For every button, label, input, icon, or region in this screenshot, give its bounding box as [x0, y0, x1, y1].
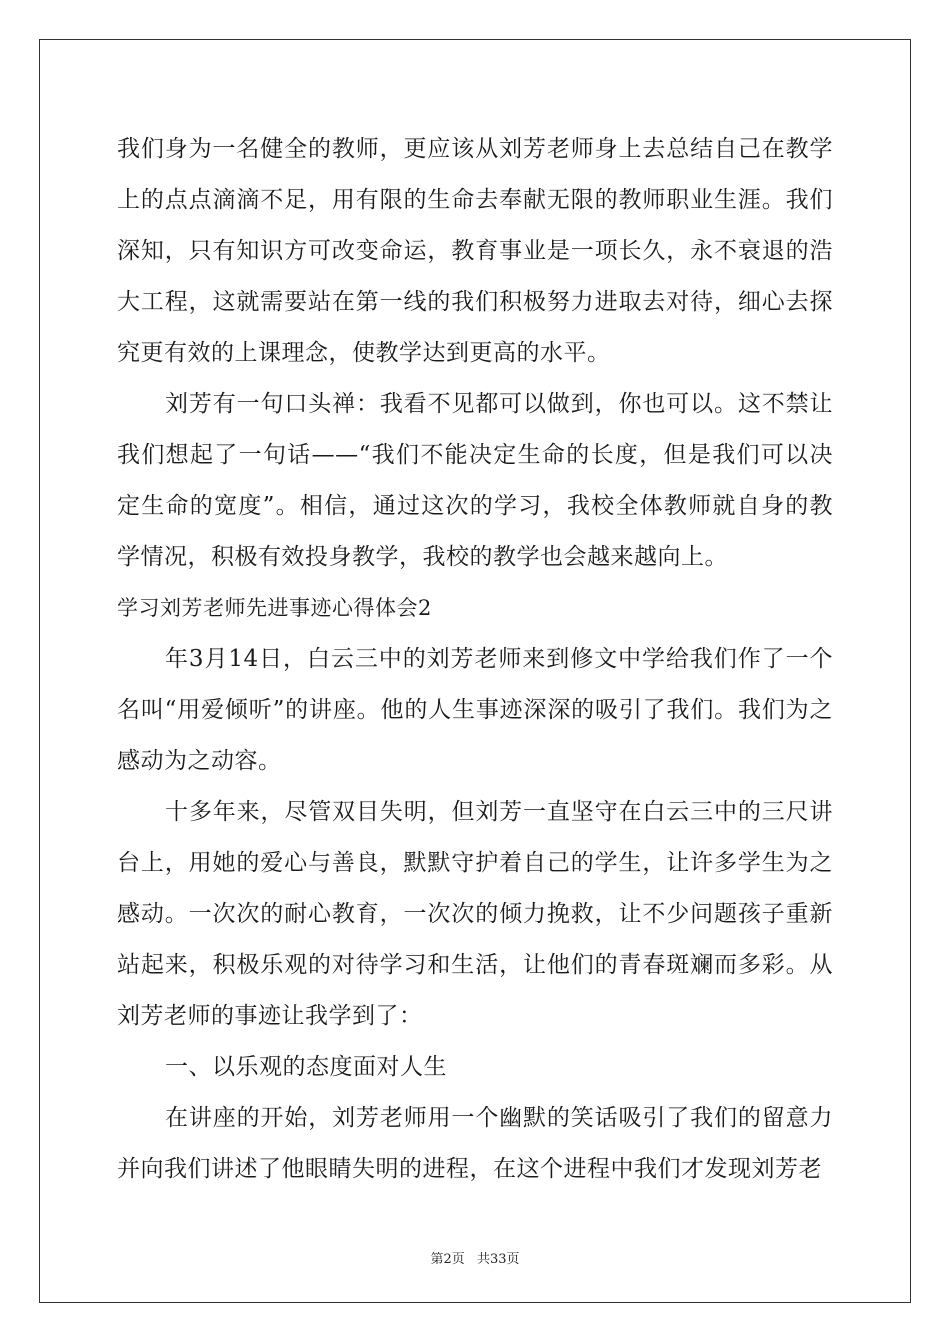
- page-total: 共33页: [476, 1252, 520, 1267]
- subheading-1: 一、以乐观的态度面对人生: [165, 1054, 447, 1080]
- page-number: 第2页: [430, 1252, 465, 1267]
- paragraph-5: 在讲座的开始，刘芳老师用一个幽默的笑话吸引了我们的留意力并向我们讲述了他眼睛失明的进程，在这个进程中我们才发现刘芳老: [117, 1105, 833, 1182]
- document-body: [117, 124, 833, 1195]
- paragraph-2: 刘芳有一句口头禅：我看不见都可以做到，你也可以。这不禁让我们想起了一句话——“我们不能决定生命的长度，但是我们可以决定生命的宽度”。相信，通过这次的学习，我校全体教师就自身的教学情况，积极有效投身教学，我校的教学也会越来越向上。: [117, 391, 833, 570]
- paragraph-3: 年3月14日，白云三中的刘芳老师来到修文中学给我们作了一个名叫“用爱倾听”的讲座。他的人生事迹深深的吸引了我们。我们为之感动为之动容。: [117, 646, 833, 774]
- paragraph-1: 我们身为一名健全的教师，更应该从刘芳老师身上去总结自己在教学上的点点滴滴不足，用有限的生命去奉献无限的教师职业生涯。我们深知，只有知识方可改变命运，教育事业是一项长久，永不衰退的浩大工程，这就需要站在第一线的我们积极努力进取去对待，细心去探究更有效的上课理念，使教学达到更高的水平。: [117, 136, 833, 366]
- page-footer: [0, 1248, 950, 1267]
- section-title: 学习刘芳老师先进事迹心得体会2: [117, 596, 432, 620]
- paragraph-4: 十多年来，尽管双目失明，但刘芳一直坚守在白云三中的三尺讲台上，用她的爱心与善良，默默守护着自己的学生，让许多学生为之感动。一次次的耐心教育，一次次的倾力挽救，让不少问题孩子重新站起来，积极乐观的对待学习和生活，让他们的青春斑斓而多彩。从刘芳老师的事迹让我学到了：: [117, 799, 833, 1029]
